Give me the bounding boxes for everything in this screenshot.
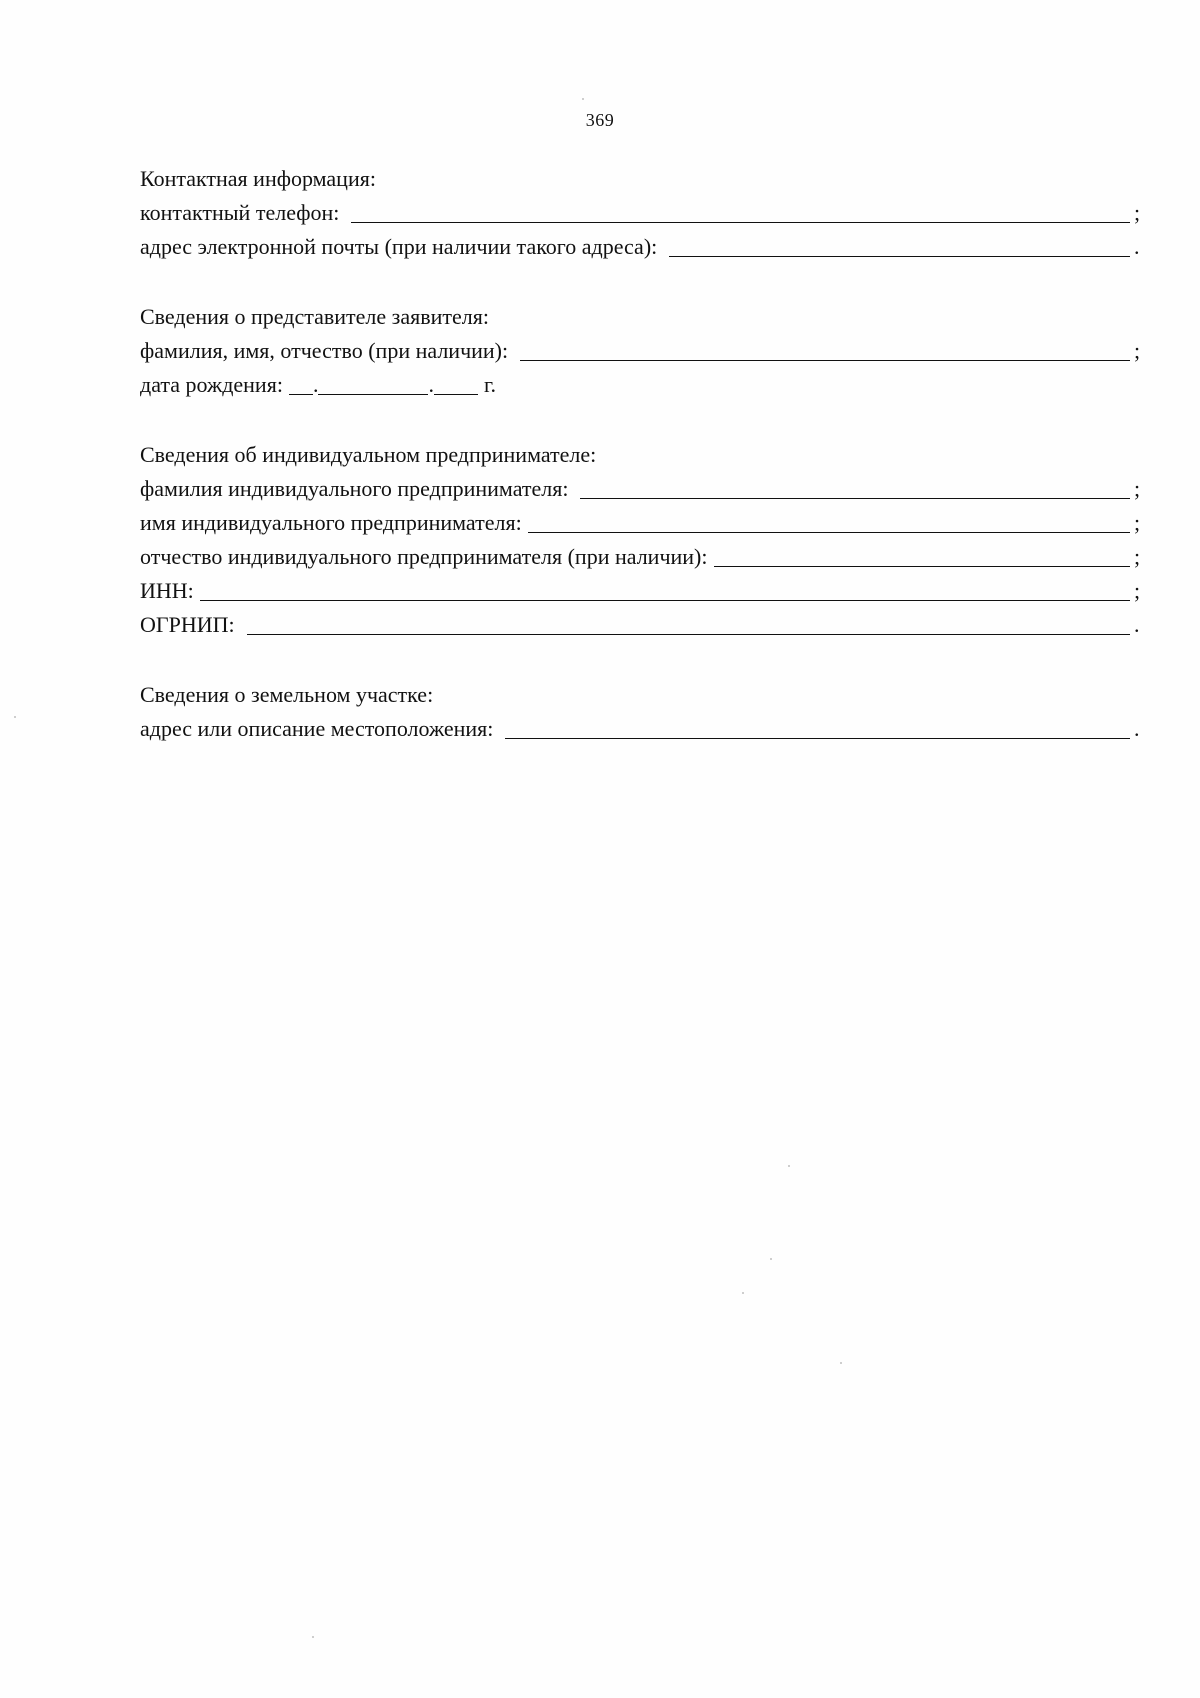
entrepreneur-surname-end-mark: ; — [1134, 476, 1141, 501]
inn-label: ИНН: — [140, 578, 194, 603]
representative-name-end-mark: ; — [1134, 338, 1141, 363]
representative-name-row — [140, 334, 1142, 368]
entrepreneur-surname-field[interactable] — [580, 476, 1130, 499]
scan-speck — [582, 98, 584, 100]
inn-field[interactable] — [200, 578, 1130, 601]
entrepreneur-heading: Сведения об индивидуальном предпринимателе: — [140, 442, 597, 467]
phone-end-mark: ; — [1134, 200, 1141, 225]
birth-date-separator-2: . — [428, 372, 434, 397]
entrepreneur-firstname-end-mark: ; — [1134, 510, 1141, 535]
entrepreneur-patronymic-label: отчество индивидуального предпринимателя (при наличии): — [140, 544, 708, 569]
scan-speck — [788, 1165, 790, 1167]
scan-speck — [14, 716, 16, 718]
entrepreneur-patronymic-end-mark: ; — [1134, 544, 1141, 569]
email-row — [140, 230, 1142, 264]
ogrnip-field[interactable] — [247, 612, 1130, 635]
birth-year-suffix: г. — [483, 372, 496, 397]
scan-speck — [840, 1362, 842, 1364]
phone-row — [140, 196, 1142, 230]
scan-speck — [770, 1258, 772, 1260]
phone-label: контактный телефон: — [140, 200, 340, 225]
entrepreneur-section — [140, 438, 1142, 642]
form-content — [140, 162, 1142, 782]
inn-row — [140, 574, 1142, 608]
representative-name-label: фамилия, имя, отчество (при наличии): — [140, 338, 509, 363]
representative-section — [140, 300, 1142, 402]
entrepreneur-firstname-row — [140, 506, 1142, 540]
email-field[interactable] — [669, 234, 1130, 257]
ogrnip-label: ОГРНИП: — [140, 612, 235, 637]
land-section — [140, 678, 1142, 746]
land-heading: Сведения о земельном участке: — [140, 682, 434, 707]
land-address-end-mark: . — [1134, 716, 1140, 741]
birth-month-field[interactable] — [318, 374, 428, 395]
birth-date-label: дата рождения: — [140, 372, 283, 397]
entrepreneur-firstname-label: имя индивидуального предпринимателя: — [140, 510, 522, 535]
contact-section — [140, 162, 1142, 264]
birth-date-separator-1: . — [312, 372, 319, 397]
birth-year-field[interactable] — [434, 374, 478, 395]
scan-speck — [312, 1636, 314, 1638]
ogrnip-end-mark: . — [1134, 612, 1140, 637]
email-label: адрес электронной почты (при наличии такого адреса): — [140, 234, 658, 259]
phone-field[interactable] — [351, 200, 1130, 223]
birth-date-row — [140, 368, 1142, 402]
page-number: 369 — [585, 110, 615, 130]
representative-name-field[interactable] — [520, 338, 1130, 361]
entrepreneur-surname-label: фамилия индивидуального предпринимателя: — [140, 476, 569, 501]
contact-heading: Контактная информация: — [140, 166, 376, 191]
land-address-field[interactable] — [505, 716, 1130, 739]
ogrnip-row — [140, 608, 1142, 642]
land-address-row — [140, 712, 1142, 746]
inn-end-mark: ; — [1134, 578, 1141, 603]
entrepreneur-patronymic-row — [140, 540, 1142, 574]
land-address-label: адрес или описание местоположения: — [140, 716, 494, 741]
representative-heading: Сведения о представителе заявителя: — [140, 304, 489, 329]
entrepreneur-firstname-field[interactable] — [528, 510, 1130, 533]
scan-speck — [742, 1292, 744, 1294]
entrepreneur-patronymic-field[interactable] — [714, 544, 1131, 567]
entrepreneur-surname-row — [140, 472, 1142, 506]
email-end-mark: . — [1134, 234, 1140, 259]
birth-day-field[interactable] — [289, 374, 313, 395]
